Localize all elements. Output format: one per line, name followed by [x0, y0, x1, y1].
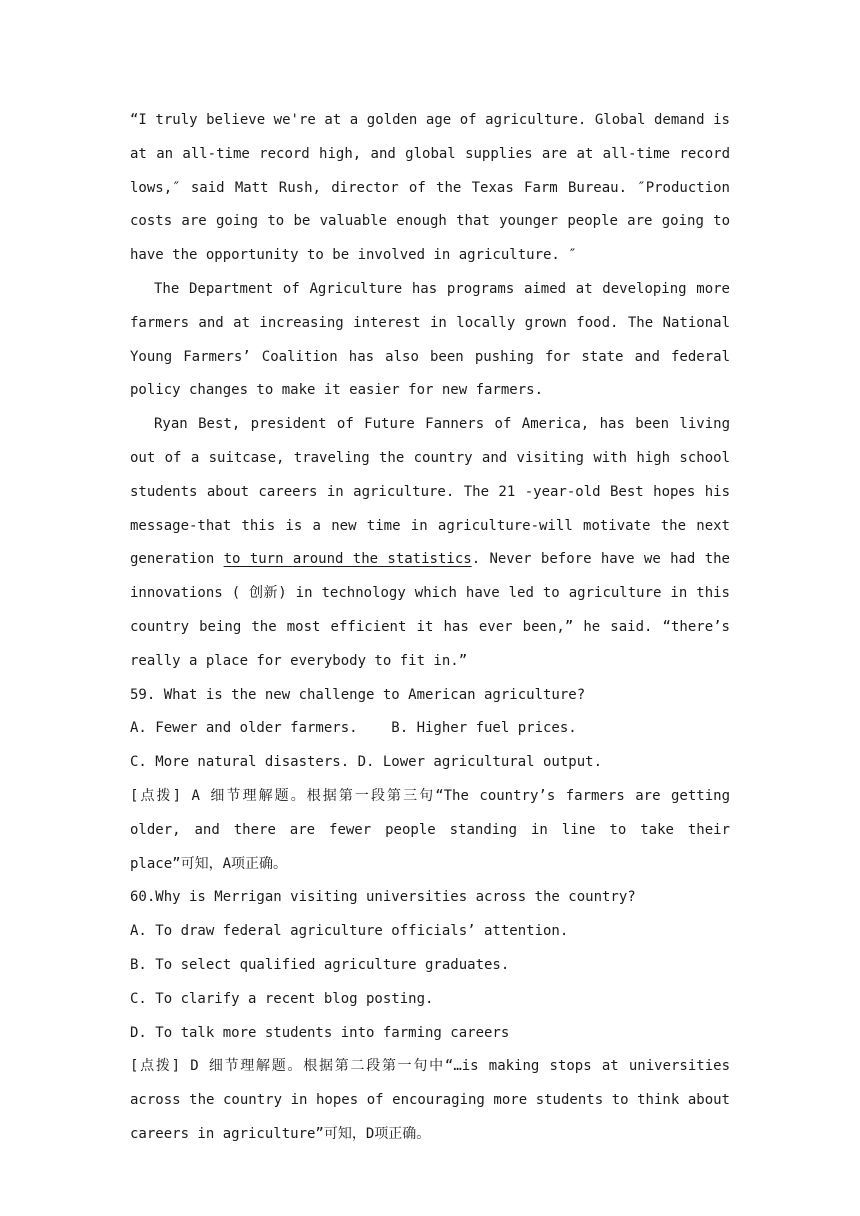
passage-paragraph-2: The Department of Agriculture has programs aimed at developing more farmers and at increasing interest in locally grown food. The National Young Farmers’ Coalition has also been pushing for state and federal policy changes to make it easier for new farmers.: [130, 280, 730, 399]
passage-paragraph-3-start: Ryan Best, president of Future Fanners of America, has been living out of a suitcase, traveling the country and visiting with high school students about careers in agriculture. The 21 -year-old Best hopes his message-that this is a new time in agriculture-will motivate the next generation: [130, 416, 730, 568]
question-60-option-b: B. To select qualified agriculture graduates.: [130, 956, 510, 973]
document-page: [130, 104, 730, 1152]
question-59: 59. What is the new challenge to American agriculture?: [130, 686, 586, 703]
passage-paragraph-3: [130, 408, 730, 678]
question-60-option-a: A. To draw federal agriculture officials’ attention.: [130, 923, 569, 940]
underlined-phrase: to turn around the statistics: [223, 551, 472, 568]
question-59-options-cd: C. More natural disasters. D. Lower agricultural output.: [130, 754, 603, 771]
passage-paragraph-3-end: . Never before have we had the innovations ( 创新) in technology which have led to agriculture in this country being the most efficient it has ever been,” he said. “there’s really a place for everybody to fit in.”: [130, 551, 730, 669]
question-60-option-c: C. To clarify a recent blog posting.: [130, 990, 434, 1007]
question-59-options-ab: A. Fewer and older farmers. B. Higher fuel prices.: [130, 720, 577, 737]
question-60: 60.Why is Merrigan visiting universities across the country?: [130, 889, 636, 906]
question-60-option-d: D. To talk more students into farming careers: [130, 1024, 510, 1041]
question-60-explanation: [点拨] D 细节理解题。根据第二段第一句中“…is making stops at universities across the country in hopes of encouraging more students to think about careers in agriculture”可知，D项正确。: [130, 1058, 730, 1142]
passage-paragraph-1: “I truly believe we're at a golden age of agriculture. Global demand is at an all-time record high, and global supplies are at all-time record lows,″ said Matt Rush, director of the Texas Farm Bureau. ″Production costs are going to be valuable enough that younger people are going to have the opportunity to be involved in agriculture. ″: [130, 112, 730, 264]
question-59-explanation: [点拨] A 细节理解题。根据第一段第三句“The country’s farmers are getting older, and there are fewer people standing in line to take their place”可知，A项正确。: [130, 787, 730, 872]
